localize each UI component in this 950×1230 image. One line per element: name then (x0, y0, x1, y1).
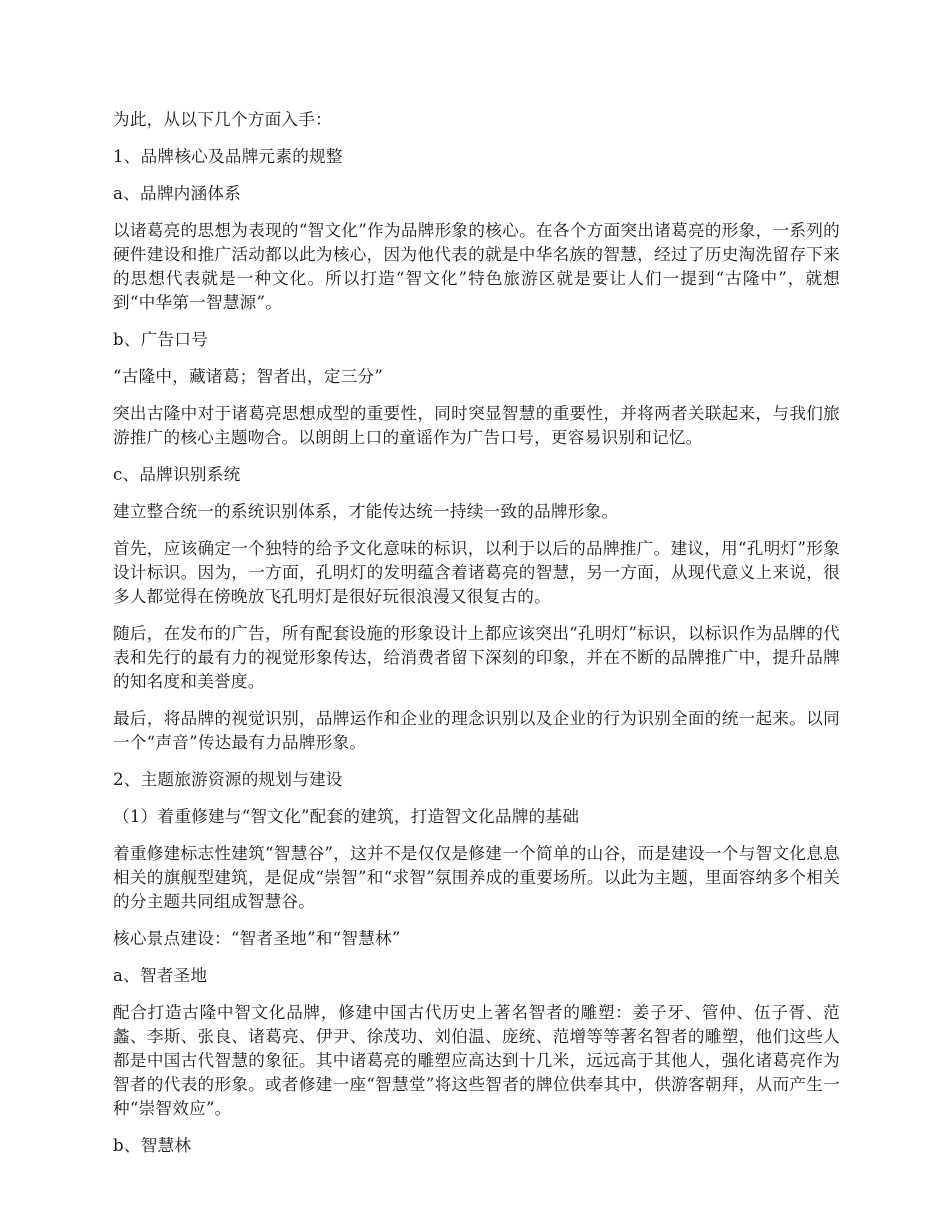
subheading-b-slogan: b、广告口号 (113, 330, 209, 349)
document-body (113, 108, 840, 1171)
slogan-text: “古隆中，藏诸葛；智者出，定三分” (113, 367, 384, 386)
subsection-heading-1: （1）着重修建与“智文化”配套的建筑，打造智文化品牌的基础 (113, 807, 580, 826)
body-paragraph: 首先，应该确定一个独特的给予文化意味的标识，以利于以后的品牌推广。建议，用“孔明灯”形象设计标识。因为，一方面，孔明灯的发明蕴含着诸葛亮的智慧，另一方面，从现代意义上来说，很多人都觉得在傍晚放飞孔明灯是很好玩很浪漫又很复古的。 (113, 539, 840, 606)
core-attractions-line: 核心景点建设：“智者圣地”和“智慧林” (113, 929, 401, 948)
body-paragraph: 建立整合统一的系统识别体系，才能传达统一持续一致的品牌形象。 (113, 502, 619, 521)
body-paragraph: 随后，在发布的广告，所有配套设施的形象设计上都应该突出“孔明灯”标识，以标识作为品牌的代表和先行的最有力的视觉形象传达，给消费者留下深刻的印象，并在不断的品牌推广中，提升品牌的知名度和美誉度。 (113, 624, 840, 691)
subheading-a-brand-connotation: a、品牌内涵体系 (113, 184, 242, 203)
subheading-b-wisdom-forest: b、智慧林 (113, 1136, 192, 1155)
body-paragraph: 突出古隆中对于诸葛亮思想成型的重要性，同时突显智慧的重要性，并将两者关联起来，与我们旅游推广的核心主题吻合。以朗朗上口的童谣作为广告口号，更容易识别和记忆。 (113, 404, 840, 447)
section-heading-1: 1、品牌核心及品牌元素的规整 (113, 147, 343, 166)
subheading-a-sages-land: a、智者圣地 (113, 966, 208, 985)
body-paragraph: 最后，将品牌的视觉识别，品牌运作和企业的理念识别以及企业的行为识别全面的统一起来。以同一个“声音”传达最有力品牌形象。 (113, 709, 840, 752)
section-heading-2: 2、主题旅游资源的规划与建设 (113, 770, 343, 789)
body-paragraph: 配合打造古隆中智文化品牌，修建中国古代历史上著名智者的雕塑：姜子牙、管仲、伍子胥、范蠡、李斯、张良、诸葛亮、伊尹、徐茂功、刘伯温、庞统、范增等等著名智者的雕塑，他们这些人都是中国古代智慧的象征。其中诸葛亮的雕塑应高达到十几米，远远高于其他人，强化诸葛亮作为智者的代表的形象。或者修建一座“智慧堂”将这些智者的牌位供奉其中，供游客朝拜，从而产生一种“崇智效应”。 (113, 1003, 840, 1118)
subheading-c-identity-system: c、品牌识别系统 (113, 465, 241, 484)
body-paragraph: 着重修建标志性建筑“智慧谷”，这并不是仅仅是修建一个简单的山谷，而是建设一个与智文化息息相关的旗舰型建筑，是促成“崇智”和“求智”氛围养成的重要场所。以此为主题，里面容纳多个相关的分主题共同组成智慧谷。 (113, 844, 840, 911)
body-paragraph: 以诸葛亮的思想为表现的“智文化”作为品牌形象的核心。在各个方面突出诸葛亮的形象，一系列的硬件建设和推广活动都以此为核心，因为他代表的就是中华名族的智慧，经过了历史淘洗留存下来的思想代表就是一种文化。所以打造“智文化”特色旅游区就是要让人们一提到“古隆中”，就想到“中华第一智慧源”。 (113, 221, 840, 312)
intro-line: 为此，从以下几个方面入手： (113, 110, 332, 129)
